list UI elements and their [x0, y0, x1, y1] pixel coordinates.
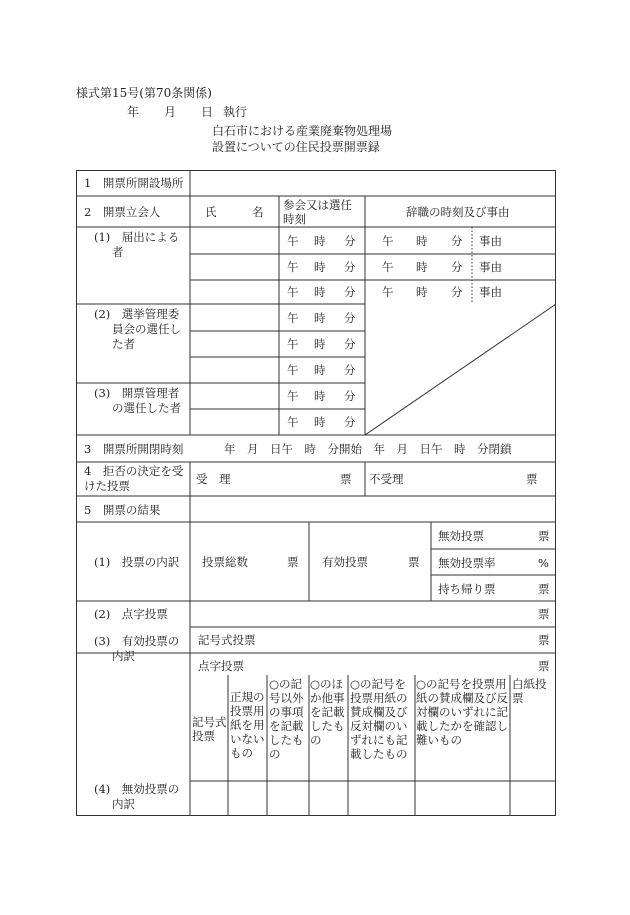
breakdown-label: (1) 投票の内訳 — [94, 555, 180, 569]
total-votes-label: 投票総数 — [202, 555, 248, 569]
time-ji: 時 — [314, 337, 326, 351]
row-witness-label: 2 開票立会人 — [84, 205, 161, 219]
col-attend-line1: 参会又は選任 — [283, 198, 352, 212]
time-ho: 午 — [287, 285, 299, 299]
accepted-unit: 票 — [340, 472, 352, 486]
time-fun: 分 — [344, 415, 356, 429]
group3-label-line1: (3) 開票管理者 — [94, 386, 180, 400]
row-results-label: 5 開票の結果 — [84, 503, 161, 517]
execution-label: 執行 — [223, 105, 248, 119]
row-rejected-label-line2: けた投票 — [84, 479, 130, 493]
time-fun: 分 — [344, 363, 356, 377]
time-ji: 時 — [314, 260, 326, 274]
group3-label-line2: の選任した者 — [112, 401, 181, 415]
time-fun: 分 — [451, 285, 463, 299]
invalid-votes-unit: 票 — [538, 529, 550, 543]
date-day-label: 日 — [201, 105, 214, 119]
braille-votes-unit: 票 — [538, 659, 550, 673]
braille-votes-label: 点字投票 — [198, 659, 244, 673]
invalid-col-blank: 白紙投票 — [512, 677, 547, 705]
time-ji: 時 — [416, 234, 428, 248]
row-venue-label: 1 開票所開設場所 — [84, 176, 184, 190]
col-name-b: 名 — [252, 205, 264, 219]
date-month-label: 月 — [164, 105, 177, 119]
open-close-time: 年 月 日午 時 分開始 年 月 日午 時 分閉鎖 — [224, 442, 512, 456]
reason-label: 事由 — [479, 285, 502, 299]
time-ji: 時 — [314, 234, 326, 248]
accepted-label: 受 理 — [196, 472, 231, 486]
counting-record-table — [76, 170, 556, 816]
time-ho: 午 — [287, 337, 299, 351]
time-ho: 午 — [382, 260, 394, 274]
document-title-line2: 設置についての住民投票開票録 — [212, 140, 380, 154]
time-ji: 時 — [314, 285, 326, 299]
time-ho: 午 — [287, 311, 299, 325]
time-ji: 時 — [416, 260, 428, 274]
time-ho: 午 — [287, 389, 299, 403]
col-name-a: 氏 — [205, 205, 217, 219]
time-ji: 時 — [314, 363, 326, 377]
group2-label-line1: (2) 選挙管理委 — [94, 307, 180, 321]
form-number: 様式第15号(第70条関係) — [76, 86, 212, 100]
invalid-breakdown-label-line2: 内訳 — [112, 797, 135, 811]
invalid-col-other-matters: ○の記号以外の事項を記載したもの — [269, 677, 304, 761]
time-ji: 時 — [314, 389, 326, 403]
reason-label: 事由 — [479, 260, 502, 274]
time-fun: 分 — [451, 260, 463, 274]
invalid-votes-label: 無効投票 — [438, 529, 484, 543]
date-year-label: 年 — [127, 105, 140, 119]
group2-label-line2: 員会の選任し — [112, 322, 181, 336]
braille-label: (2) 点字投票 — [94, 607, 168, 621]
time-fun: 分 — [451, 234, 463, 248]
group1-label-line2: 者 — [112, 245, 124, 259]
document-title-line1: 白石市における産業廃棄物処理場 — [212, 124, 393, 138]
time-ho: 午 — [287, 234, 299, 248]
invalid-col-symbol: 記号式投票 — [192, 715, 227, 743]
time-ho: 午 — [382, 285, 394, 299]
reason-label: 事由 — [479, 234, 502, 248]
total-votes-unit: 票 — [287, 555, 299, 569]
time-fun: 分 — [344, 285, 356, 299]
time-fun: 分 — [344, 311, 356, 325]
invalid-col-unofficial-paper: 正規の投票用紙を用いないもの — [230, 690, 265, 760]
invalid-rate-unit: % — [538, 556, 549, 570]
time-fun: 分 — [344, 234, 356, 248]
col-attend-line2: 時刻 — [283, 212, 306, 226]
invalid-col-extra-writing: ○のほか他事を記載したもの — [310, 677, 345, 747]
time-ho: 午 — [287, 260, 299, 274]
invalid-col-both-columns: ○の記号を投票用紙の賛成欄及び反対欄のいずれにも記載したもの — [350, 677, 408, 761]
taken-home-unit: 票 — [538, 582, 550, 596]
row-rejected-label-line1: 4 拒否の決定を受 — [84, 464, 184, 478]
braille-unit: 票 — [538, 607, 550, 621]
taken-home-label: 持ち帰り票 — [438, 582, 496, 596]
valid-votes-label: 有効投票 — [322, 555, 368, 569]
valid-breakdown-label-line1: (3) 有効投票の — [94, 634, 180, 648]
col-resign: 辞職の時刻及び事由 — [406, 205, 510, 219]
symbol-votes-label: 記号式投票 — [198, 633, 256, 647]
time-ho: 午 — [287, 363, 299, 377]
invalid-rate-label: 無効投票率 — [438, 556, 496, 570]
time-ji: 時 — [314, 311, 326, 325]
group1-label-line1: (1) 届出による — [94, 230, 180, 244]
time-fun: 分 — [344, 389, 356, 403]
time-ji: 時 — [314, 415, 326, 429]
time-ho: 午 — [287, 415, 299, 429]
invalid-breakdown-label-line1: (4) 無効投票の — [94, 782, 180, 796]
time-fun: 分 — [344, 337, 356, 351]
group2-label-line3: た者 — [112, 337, 135, 351]
time-ho: 午 — [382, 234, 394, 248]
row-open-close-label: 3 開票所開閉時刻 — [84, 442, 184, 456]
time-fun: 分 — [344, 260, 356, 274]
valid-votes-unit: 票 — [408, 555, 420, 569]
not-accepted-label: 不受理 — [369, 472, 404, 486]
time-ji: 時 — [416, 285, 428, 299]
not-accepted-unit: 票 — [526, 472, 538, 486]
invalid-col-unclear: ○の記号を投票用紙の賛成欄及び反対欄のいずれに記載したかを確認し難いもの — [416, 677, 508, 747]
valid-breakdown-label-line2: 内訳 — [112, 649, 135, 663]
symbol-votes-unit: 票 — [538, 633, 550, 647]
